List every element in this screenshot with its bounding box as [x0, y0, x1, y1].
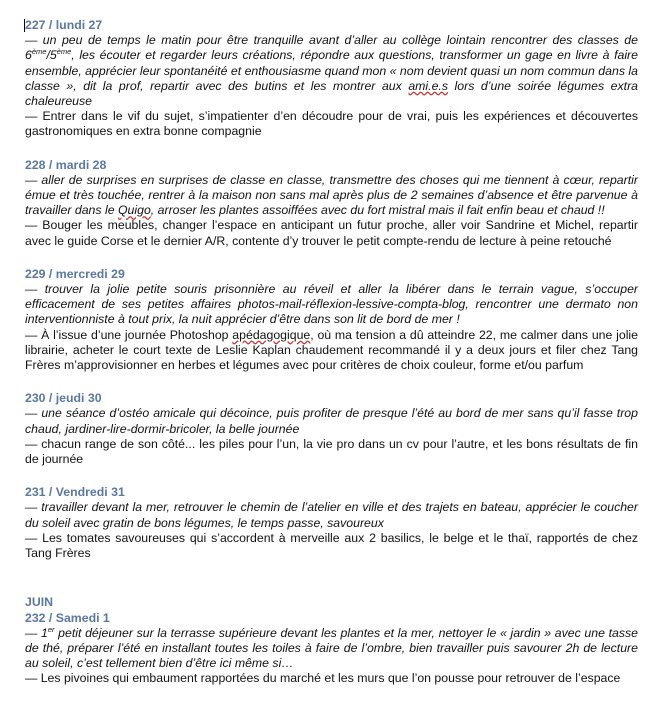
entry-day-text: — aller de surprises en surprises de classe en classe, transmettre des choses qui me tiennent à cœur, repartir émue et très touchée, rentrer à la maison non sans mal après plus de 2 semaines d’absence et être parvenue à travailler dans le Quigo, arroser les plantes assoiffées avec du fort mistral mais il fait enfin beau et chaud !!: [25, 172, 638, 218]
entry-231: [25, 485, 638, 561]
entry-230: [25, 391, 638, 467]
text-cursor: [24, 19, 25, 32]
entry-heading: 230 / jeudi 30: [25, 391, 102, 406]
month-heading: JUIN: [25, 595, 54, 610]
document-body: [25, 18, 638, 705]
entry-heading: 229 / mercredi 29: [25, 266, 125, 281]
entry-heading: 227 / lundi 27: [25, 18, 103, 32]
entry-day-text: — un peu de temps le matin pour être tranquille avant d’aller au collège lointain rencontrer des classes de 6ème/5ème, les écouter et regarder leurs créations, répondre aux questions, transformer un gage en livre à faire ensemble, apprécier leur spontanéité et enthousiasme quand mon « nom devient quasi un nom commun dans la classe », dit la prof, repartir avec des butins et les montrer aux ami.e.s lors d’une soirée légumes extra chaleureuse: [25, 33, 639, 109]
entry-229: [25, 267, 638, 373]
entry-day-text: — une séance d’ostéo amicale qui décoince, puis profiter de presque l’été au bord de mer sans qu’il fasse trop chaud, jardiner-lire-dormir-bricoler, la belle journée: [25, 406, 638, 436]
entry-evening-text: — Bouger les meubles, changer l’espace en anticipant un futur proche, aller voir Sandrine et Michel, repartir avec le guide Corse et le dernier A/R, contente d’y trouver le petit compte-rendu de lecture à peine retouché: [25, 218, 638, 248]
entry-day-text: — trouver la jolie petite souris prisonnière au réveil et aller la libérer dans le terrain vague, s’occuper efficacement de ses petites affaires photos-mail-réflexion-lessive-compta-blog, rencontrer une dermato non interventionniste à tout prix, la nuit apprécier d’être dans son lit de bord de mer !: [25, 282, 638, 327]
entry-232: [25, 611, 638, 687]
entry-heading: 232 / Samedi 1: [25, 610, 110, 625]
entry-day-text: — 1er petit déjeuner sur la terrasse supérieure devant les plantes et la mer, nettoyer le « jardin » avec une tasse de thé, préparer l’été en installant toutes les toiles à faire de l’ombre, bien travailler puis savourer 2h de lecture au soleil, c’est tellement bien d’être ici même si…: [25, 624, 638, 671]
entry-day-text: — travailler devant la mer, retrouver le chemin de l’atelier en ville et des trajets en bateau, apprécier le coucher du soleil avec gratin de bons légumes, le temps passe, savoureux: [25, 500, 638, 530]
entry-heading: 231 / Vendredi 31: [25, 485, 125, 500]
entry-heading: 228 / mardi 28: [25, 157, 107, 172]
entry-227: [25, 18, 638, 140]
entry-evening-text: — Les tomates savoureuses qui s’accordent à merveille aux 2 basilics, le belge et le thaï, rapportés de chez Tang Frères: [25, 530, 638, 561]
entry-evening-text: — chacun range de son côté... les piles pour l’un, la vie pro dans un cv pour l’autre, et les bons résultats de fin de journée: [25, 436, 638, 467]
entry-evening-text: — À l’issue d’une journée Photoshop apédagogique, où ma tension a dû atteindre 22, me calmer dans une jolie librairie, acheter le court texte de Leslie Kaplan chaudement recommandé il y a deux jours et filer chez Tang Frères m’approvisionner en herbes et légumes avec pour critères de choix couleur, forme et/ou parfum: [25, 327, 638, 373]
entry-evening-text: — Les pivoines qui embaument rapportées du marché et les murs que l’on pousse pour retrouver de l’espace: [25, 671, 621, 686]
entry-evening-text: — Entrer dans le vif du sujet, s’impatienter d’en découdre pour de vrai, puis les expériences et découvertes gastronomiques en extra bonne compagnie: [25, 109, 638, 139]
entry-228: [25, 158, 638, 249]
